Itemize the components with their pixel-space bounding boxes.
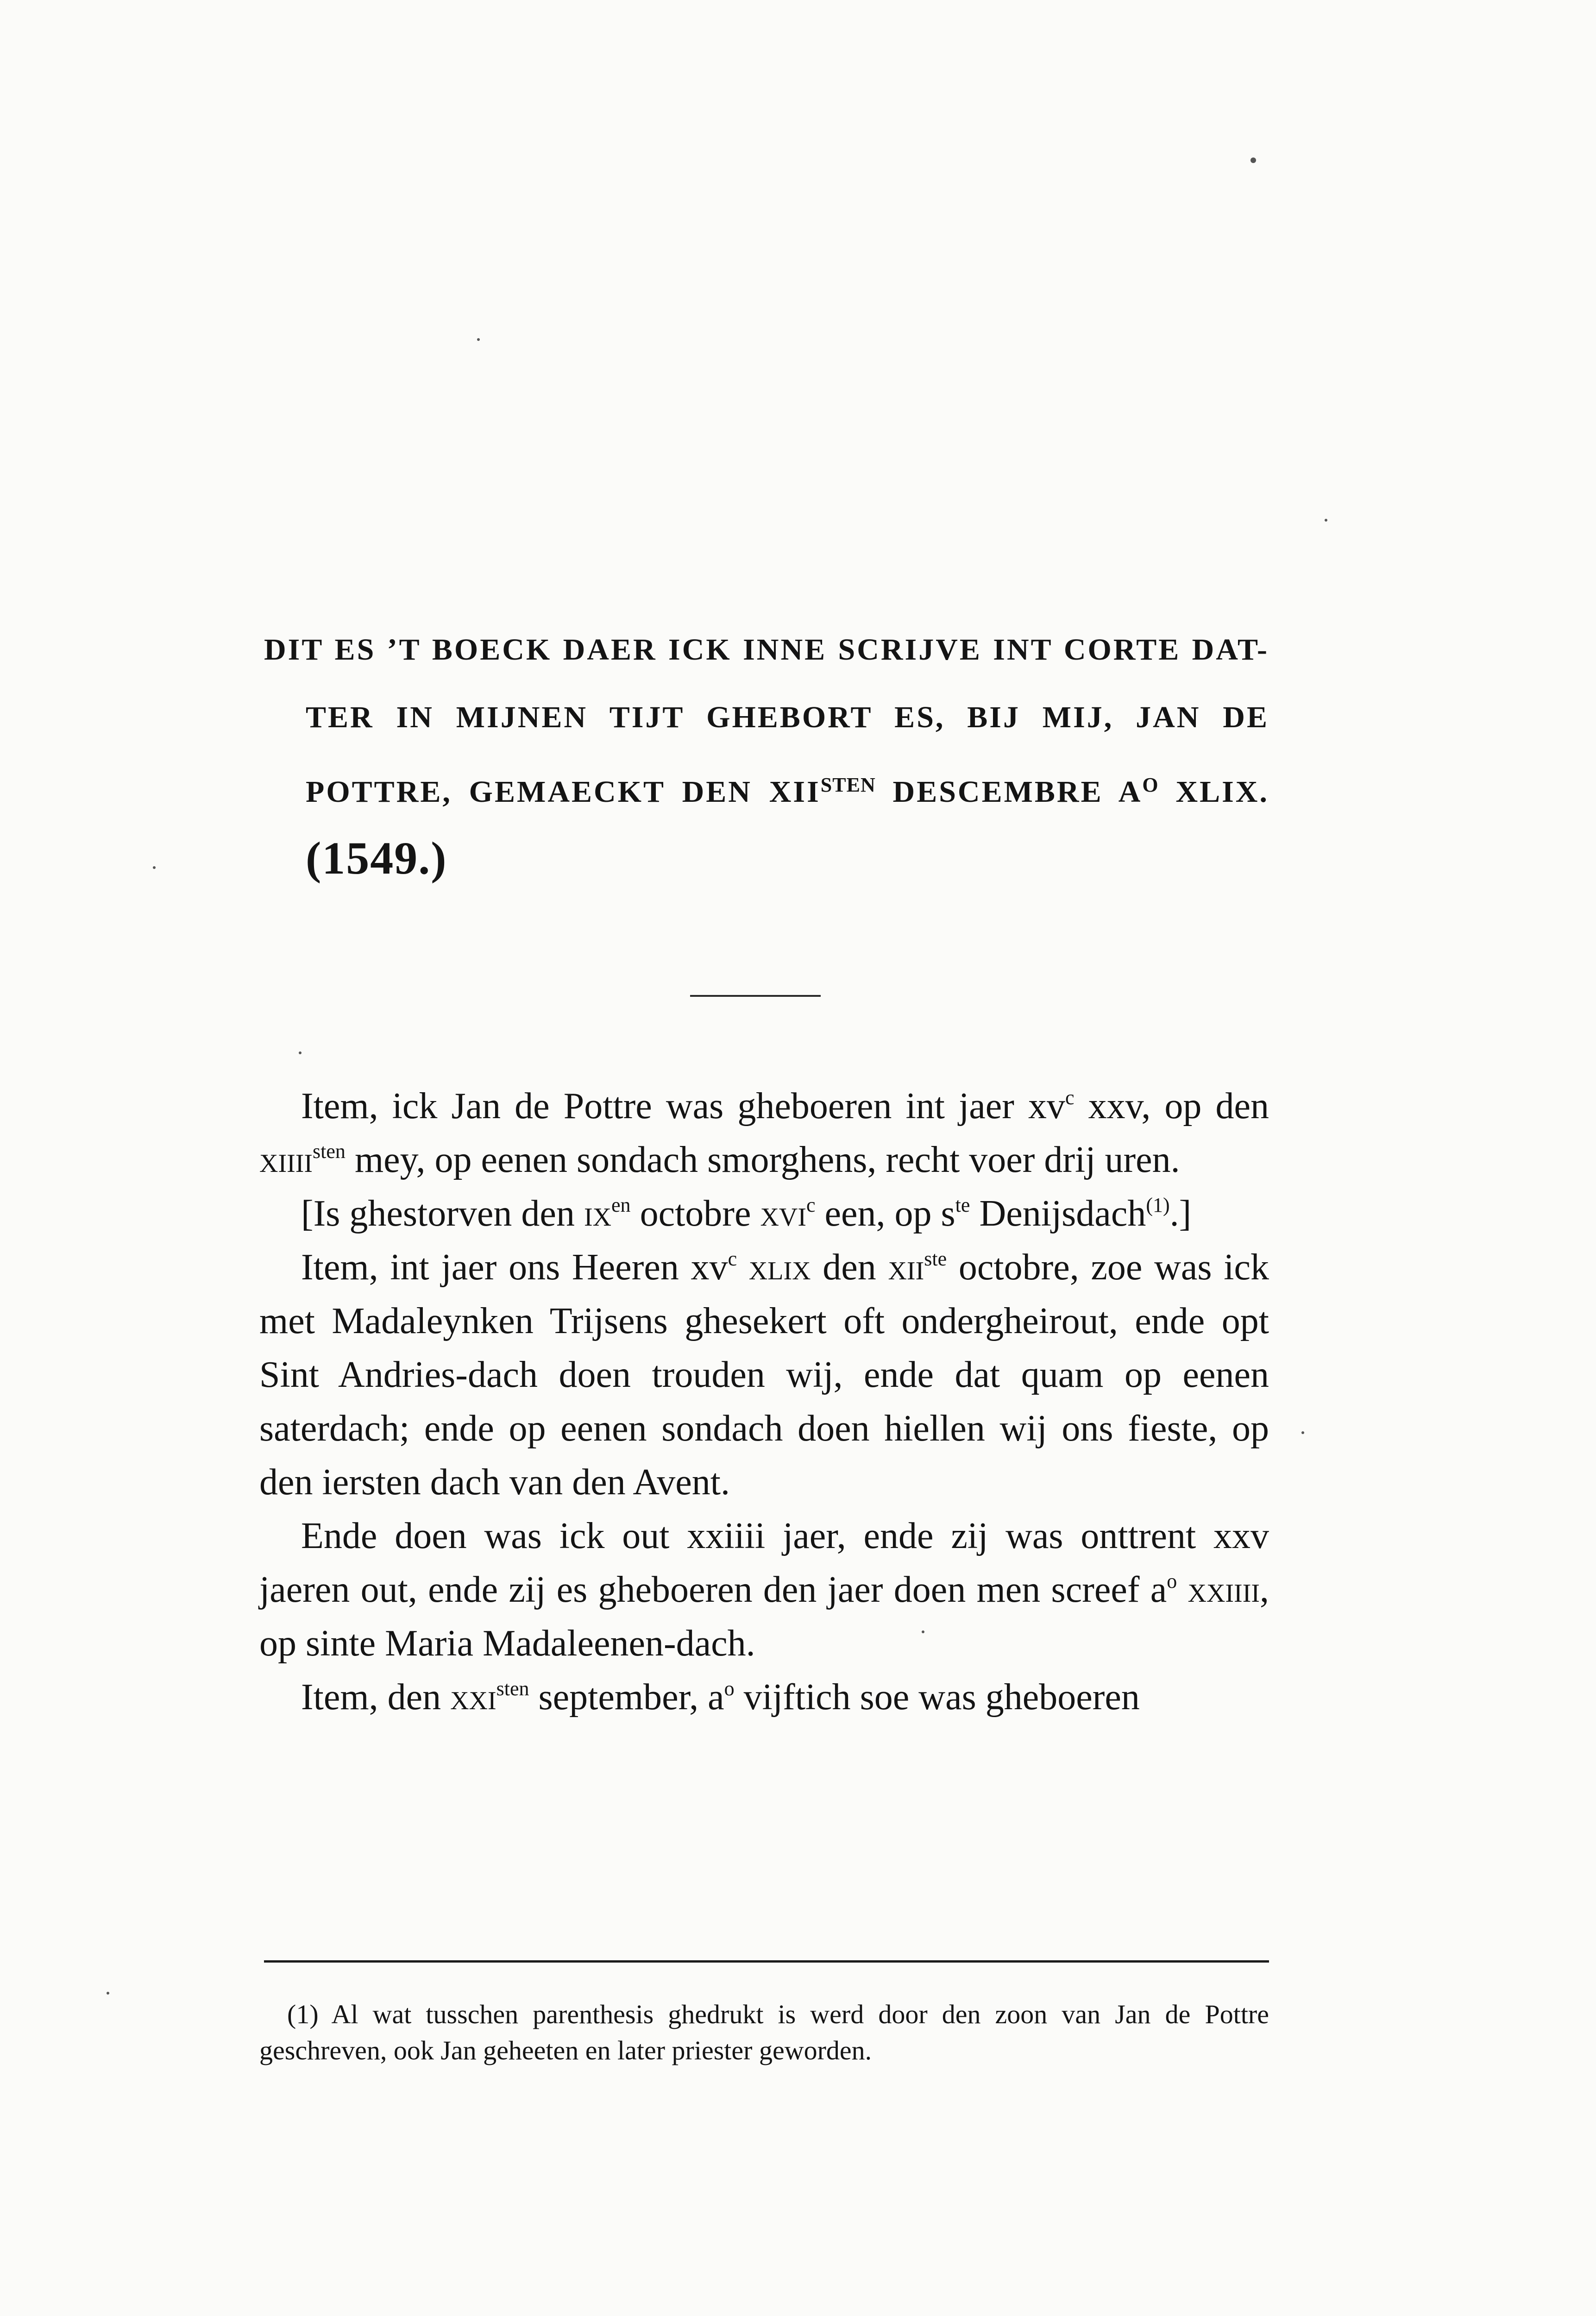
p5-text-c: vijftich soe was gheboeren — [734, 1677, 1140, 1718]
scan-speck — [107, 1992, 109, 1995]
p1-text-a: Item, ick Jan de Pottre was gheboeren int jaer xv — [301, 1086, 1065, 1127]
p1-smallcaps-1: xiiii — [259, 1139, 313, 1180]
heading-year: (1549.) — [306, 832, 447, 884]
footnote: (1) Al wat tusschen parenthesis ghedrukt is werd door den zoon van Jan de Pottre geschreven, ook Jan geheeten en later priester geworden. — [259, 1999, 1269, 2065]
p3-smallcaps-2: xii — [888, 1247, 924, 1288]
p2-text-e: .] — [1169, 1193, 1192, 1234]
p3-sup-2: ste — [924, 1247, 947, 1270]
footnote-reference[interactable]: (1) — [1146, 1194, 1170, 1216]
scan-speck — [1250, 157, 1256, 163]
footnote-separator — [264, 1960, 1269, 1963]
paragraph-3 — [259, 1240, 1269, 1509]
chapter-heading — [264, 635, 1269, 844]
p3-text-b: den — [811, 1247, 888, 1288]
heading-line-3-part-b: DESCEMBRE A — [875, 775, 1143, 809]
p5-smallcaps-1: xxi — [450, 1677, 496, 1718]
p5-sup-2: o — [724, 1677, 735, 1700]
paragraph-4 — [259, 1509, 1269, 1670]
p2-sup-3: te — [955, 1194, 970, 1216]
scan-speck — [1325, 519, 1327, 522]
p5-text-a: Item, den — [301, 1677, 451, 1718]
p2-smallcaps-1: ix — [584, 1193, 612, 1234]
p3-sup-1: c — [728, 1247, 737, 1270]
p2-text-b: octobre — [630, 1193, 760, 1234]
paragraph-2 — [259, 1187, 1269, 1240]
body-text — [259, 1079, 1269, 1724]
heading-superscript: STEN — [820, 774, 876, 796]
p2-text-a: [Is ghestorven den — [301, 1193, 584, 1234]
p3-smallcaps-1: xlix — [737, 1247, 811, 1288]
section-divider — [690, 995, 821, 997]
heading-superscript-2: O — [1142, 774, 1159, 796]
heading-line-2: TER IN MIJNEN TIJT GHEBORT ES, BIJ MIJ, JAN DE — [306, 700, 1269, 734]
heading-line-3-part-c: XLIX. — [1158, 775, 1269, 809]
paragraph-5 — [259, 1670, 1269, 1724]
p2-sup-1: en — [611, 1194, 631, 1216]
p4-smallcaps-1: xxiiii — [1177, 1569, 1260, 1610]
p2-smallcaps-2: xvi — [760, 1193, 806, 1234]
heading-line-3 — [306, 770, 1269, 807]
p3-text-a: Item, int jaer ons Heeren xv — [301, 1247, 728, 1288]
heading-line-3-part-a: POTTRE, GEMAECKT DEN XII — [306, 775, 821, 809]
scan-speck — [299, 1051, 302, 1054]
paragraph-1 — [259, 1079, 1269, 1187]
heading-line-1: DIT ES ’T BOECK DAER ICK INNE SCRIJVE INT CORTE DAT- — [264, 633, 1269, 667]
p4-text-b: , op sinte Maria Madaleenen-dach. — [259, 1569, 1269, 1664]
scan-speck — [153, 866, 156, 869]
p5-sup-1: sten — [496, 1677, 529, 1700]
p4-text-a: Ende doen was ick out xxiiii jaer, ende zij was onttrent xxv jaeren out, ende zij es gheboeren den jaer doen men screef a — [259, 1516, 1269, 1610]
scan-speck — [922, 1630, 924, 1633]
p1-text-b: xxv, op den — [1074, 1086, 1269, 1127]
p5-text-b: september, a — [529, 1677, 724, 1718]
p2-sup-2: c — [806, 1194, 816, 1216]
p2-text-c: een, op s — [815, 1193, 955, 1234]
p2-text-d: Denijsdach — [970, 1193, 1146, 1234]
p4-sup-1: o — [1167, 1570, 1177, 1592]
p1-text-c: mey, op eenen sondach smorghens, recht voer drij uren. — [345, 1139, 1180, 1180]
scan-speck — [1301, 1431, 1304, 1434]
p3-text-c: octobre, zoe was ick met Madaleynken Trijsens ghesekert oft ondergheirout, ende opt Sint Andries-dach doen trouden wij, ende dat quam op eenen saterdach; ende op eenen sondach doen hiellen wij ons fieste, op den iersten dach van den Avent. — [259, 1247, 1269, 1503]
p1-sup-1: c — [1065, 1086, 1074, 1109]
p1-sup-2: sten — [313, 1140, 346, 1163]
scan-speck — [477, 338, 480, 341]
